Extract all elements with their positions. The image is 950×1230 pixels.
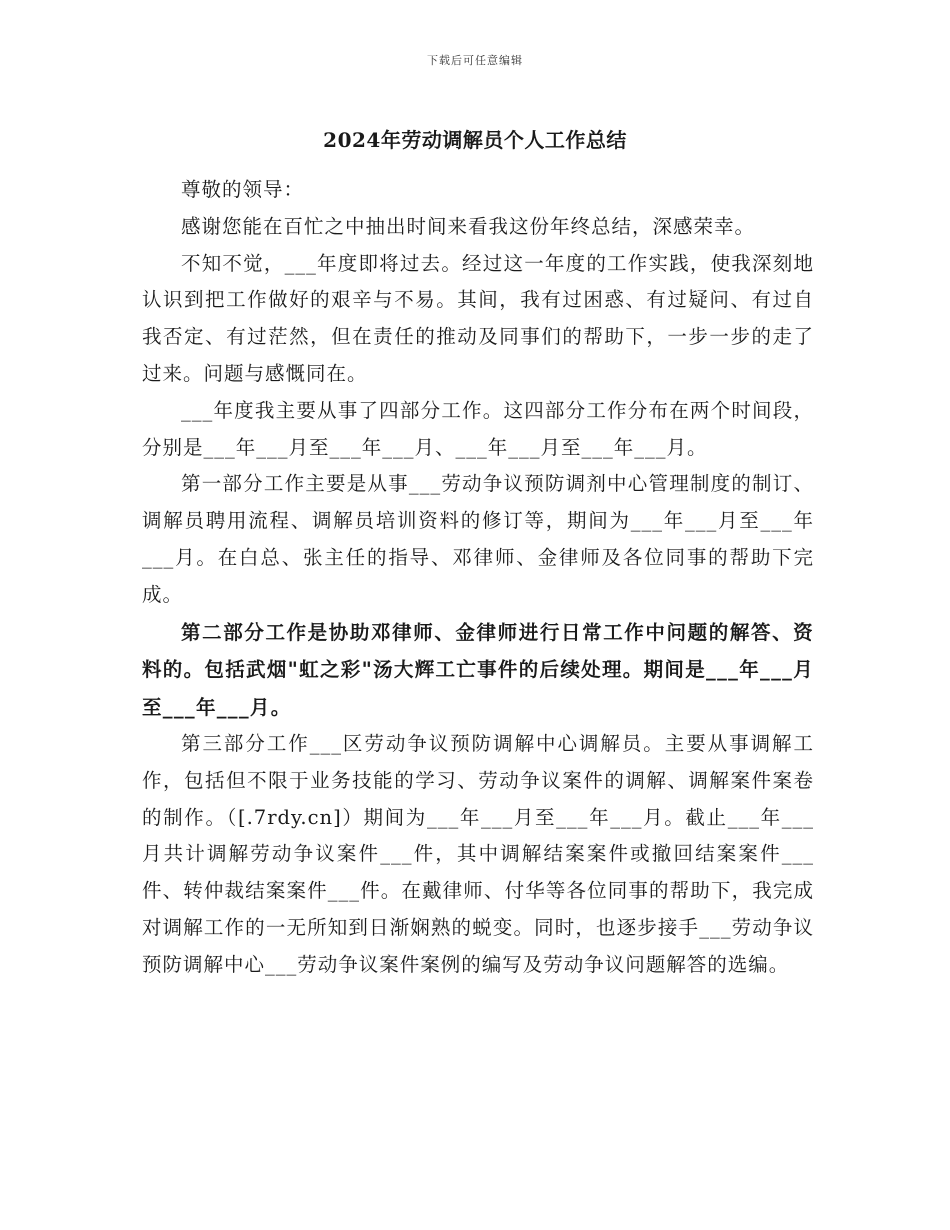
document-title: 2024年劳动调解员个人工作总结 (323, 128, 627, 152)
paragraph-overview: ___年度我主要从事了四部分工作。这四部分工作分布在两个时间段，分别是___年___月至___年___月、___年___月至___年___月。 (142, 398, 814, 459)
paragraph-part-one: 第一部分工作主要是从事___劳动争议预防调剂中心管理制度的制订、调解员聘用流程、调解员培训资料的修订等，期间为___年___月至___年___月。在白总、张主任的指导、邓律师、金律师及各位同事的帮助下完成。 (142, 472, 814, 606)
document-body (142, 172, 814, 984)
paragraph-part-two: 第二部分工作是协助邓律师、金律师进行日常工作中问题的解答、资料的。包括武烟"虹之彩"汤大辉工亡事件的后续处理。期间是___年___月至___年___月。 (142, 620, 814, 719)
paragraph-thanks: 感谢您能在百忙之中抽出时间来看我这份年终总结，深感荣幸。 (181, 214, 756, 238)
page-header-note: 下载后可任意编辑 (427, 54, 523, 67)
paragraph-intro: 不知不觉，___年度即将过去。经过这一年度的工作实践，使我深刻地认识到把工作做好的艰辛与不易。其间，我有过困惑、有过疑问、有过自我否定、有过茫然，但在责任的推动及同事们的帮助下，一步一步的走了过来。问题与感慨同在。 (142, 251, 814, 385)
paragraph-part-three: 第三部分工作___区劳动争议预防调解中心调解员。主要从事调解工作，包括但不限于业务技能的学习、劳动争议案件的调解、调解案件案卷的制作。（[.7rdy.cn]）期间为___年___月至___年___月。截止___年___月共计调解劳动争议案件___件，其中调解结案案件或撤回结案案件___件、转仲裁结案案件___件。在戴律师、付华等各位同事的帮助下，我完成对调解工作的一无所知到日渐娴熟的蜕变。同时，也逐步接手___劳动争议预防调解中心___劳动争议案件案例的编写及劳动争议问题解答的选编。 (142, 732, 814, 976)
salutation: 尊敬的领导： (181, 178, 305, 201)
